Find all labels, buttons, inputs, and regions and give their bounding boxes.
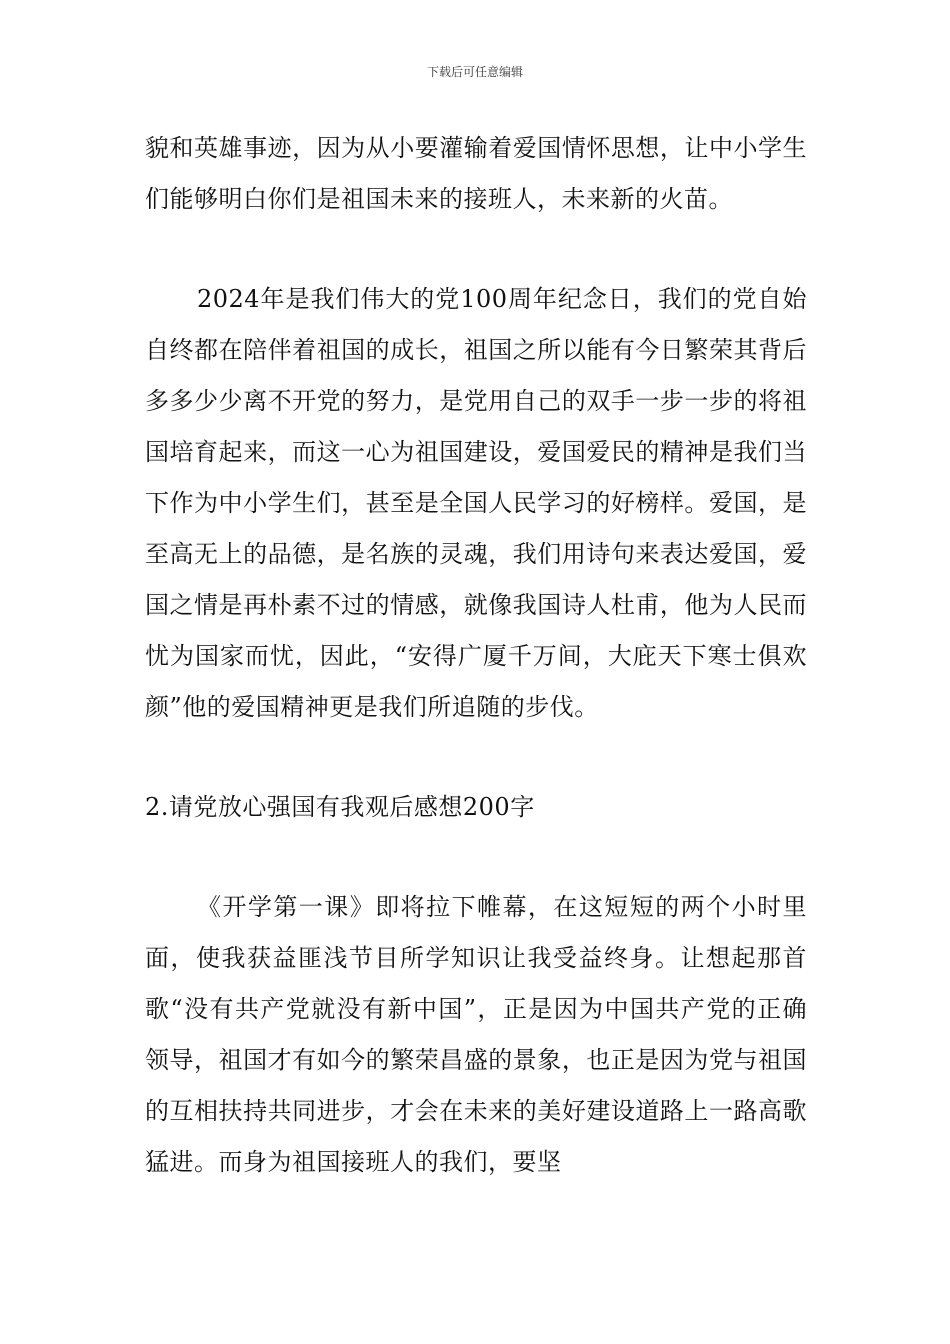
paragraph-gap [145, 225, 807, 274]
paragraph-continuation: 貌和英雄事迹，因为从小要灌输着爱国情怀思想，让中小学生们能够明白你们是祖国未来的接班人，未来新的火苗。 [145, 134, 807, 213]
paragraph-party-anniversary: 2024年是我们伟大的党100周年纪念日，我们的党自始自终都在陪伴着祖国的成长，祖国之所以能有今日繁荣其背后多多少少离不开党的努力，是党用自己的双手一步一步的将祖国培育起来，而这一心为祖国建设，爱国爱民的精神是我们当下作为中小学生们，甚至是全国人民学习的好榜样。爱国，是至高无上的品德，是名族的灵魂，我们用诗句来表达爱国，爱国之情是再朴素不过的情感，就像我国诗人杜甫，他为人民而忧为国家而忧，因此，“安得广厦千万间，大庇天下寒士俱欢颜”他的爱国精神更是我们所追随的步伐。 [145, 285, 807, 721]
paragraph-gap [145, 733, 807, 782]
document-body [145, 123, 807, 1188]
paragraph-gap [145, 833, 807, 882]
section-heading: 2.请党放心强国有我观后感想200字 [145, 793, 535, 821]
paragraph-first-lesson: 《开学第一课》即将拉下帷幕，在这短短的两个小时里面，使我获益匪浅节目所学知识让我受益终身。让想起那首歌“没有共产党就没有新中国”，正是因为中国共产党的正确领导，祖国才有如今的繁荣昌盛的景象，也正是因为党与祖国的互相扶持共同进步，才会在未来的美好建设道路上一路高歌猛进。而身为祖国接班人的我们，要坚 [145, 893, 807, 1176]
page-header: 下载后可任意编辑 [426, 65, 523, 79]
